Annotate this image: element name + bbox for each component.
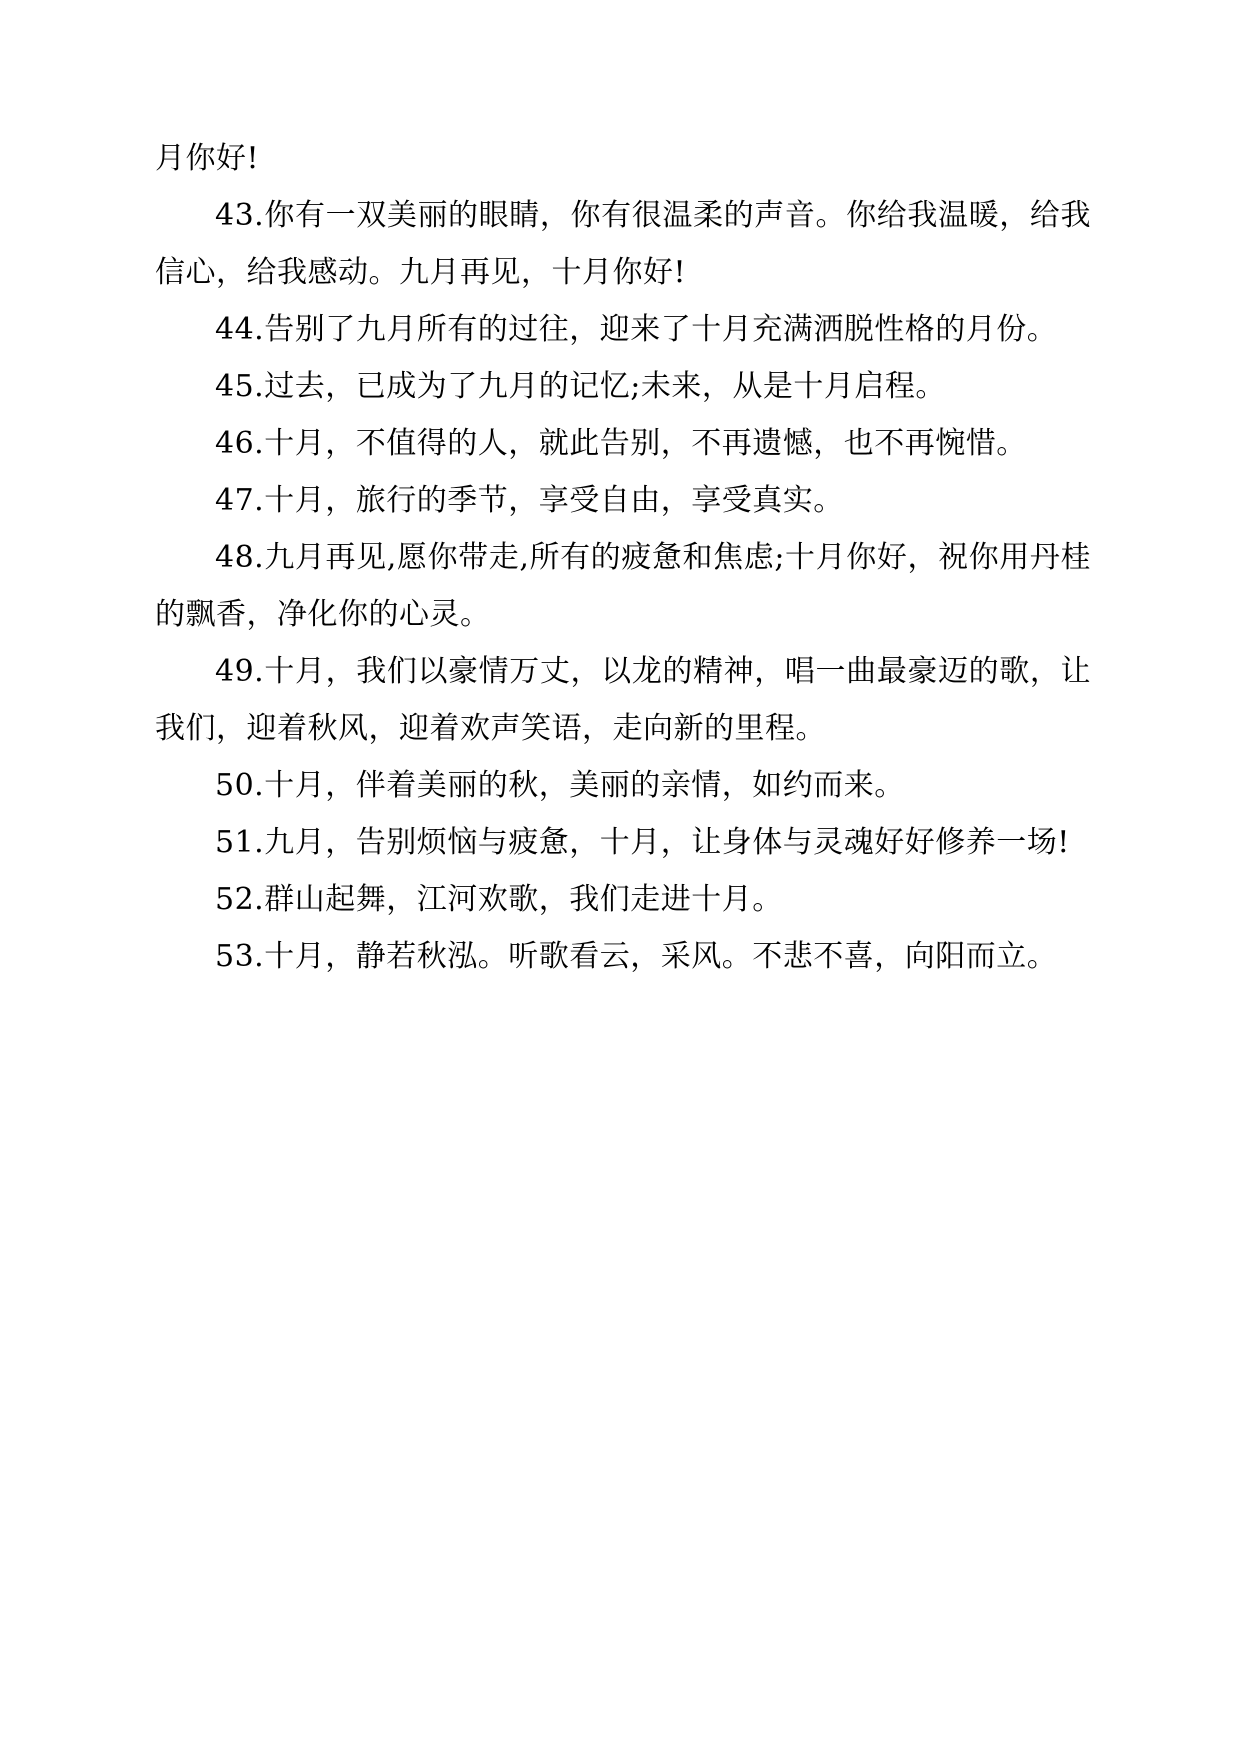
paragraph: 53.十月，静若秋泓。听歌看云，采风。不悲不喜，向阳而立。 (215, 939, 1058, 974)
paragraph: 月你好! (155, 141, 260, 176)
paragraph: 49.十月，我们以豪情万丈，以龙的精神，唱一曲最豪迈的歌，让我们，迎着秋风，迎着欢声笑语，走向新的里程。 (155, 654, 1091, 746)
paragraph: 46.十月，不值得的人，就此告别，不再遗憾，也不再惋惜。 (215, 426, 1027, 461)
paragraph: 45.过去，已成为了九月的记忆;未来，从是十月启程。 (215, 369, 946, 404)
paragraph: 47.十月，旅行的季节，享受自由，享受真实。 (215, 483, 844, 518)
document-body (155, 130, 1091, 985)
paragraph: 48.九月再见,愿你带走,所有的疲惫和焦虑;十月你好，祝你用丹桂的飘香，净化你的心灵。 (155, 540, 1091, 632)
paragraph: 43.你有一双美丽的眼睛，你有很温柔的声音。你给我温暖，给我信心，给我感动。九月再见，十月你好! (155, 198, 1091, 290)
paragraph: 44.告别了九月所有的过往，迎来了十月充满洒脱性格的月份。 (215, 312, 1058, 347)
paragraph: 52.群山起舞，江河欢歌，我们走进十月。 (215, 882, 783, 917)
paragraph: 51.九月，告别烦恼与疲惫，十月，让身体与灵魂好好修养一场! (215, 825, 1070, 860)
paragraph: 50.十月，伴着美丽的秋，美丽的亲情，如约而来。 (215, 768, 905, 803)
